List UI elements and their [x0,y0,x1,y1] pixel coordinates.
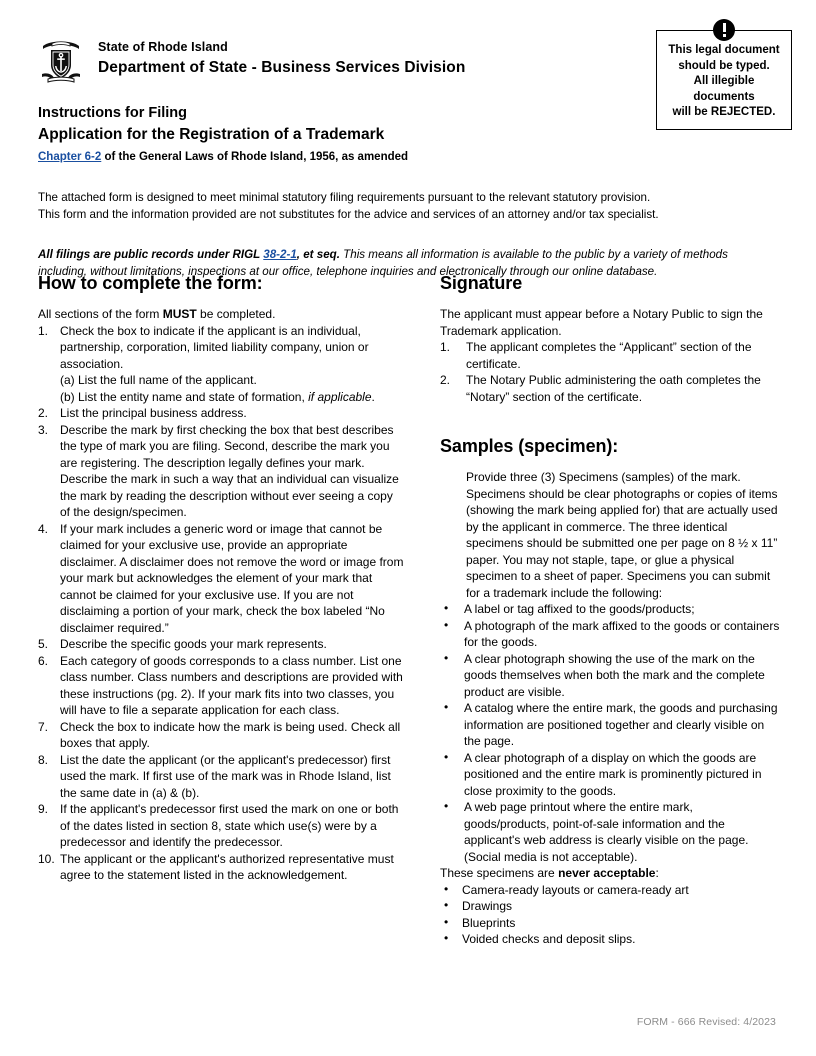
item-text: A web page printout where the entire mark, goods/products, point-of-sale information and the applicant's web address is clearly visible on the page. (Social media is not acceptable). [464,800,749,864]
public-records-rest: This means all information is available to the public by a variety of methods including, without limitations, inspections at our office, telephone inquiries and electronically through our online database. [38,248,728,278]
how-to-lead-b: be completed. [196,307,276,321]
item-text: A catalog where the entire mark, the goods and purchasing information are positioned together and clearly visible on the page. [464,701,778,748]
signature-samples-column [440,272,780,948]
list-item [440,799,780,865]
chapter-6-2-link[interactable]: Chapter 6-2 [38,151,102,163]
intro-section [38,190,780,280]
item-number: 4. [38,521,49,536]
intro-line-2: This form and the information provided are not substitutes for the advice and services of an attorney and/or tax specialist. [38,207,659,221]
intro-line-1: The attached form is designed to meet minimal statutory filing requirements pursuant to the relevant statutory provision. [38,191,651,204]
item-text: Camera-ready layouts or camera-ready art [462,882,689,897]
item-sub-b-italic: if applicable [308,389,372,404]
item-text: Describe the mark by first checking the box that best describes the type of mark you are filing. Second, describe the mark you are registering. The description legally defines your mark. Describe the mark in such a way that an individual can visualize the mark by reading the description without ever seeing a copy of the design/specimen. [60,422,399,519]
item-number: 8. [38,752,49,767]
bullet-icon: • [444,914,449,929]
warning-line-2: should be typed. [678,59,770,72]
list-item [38,851,404,884]
item-text: If the applicant's predecessor first used the mark on one or both of the dates listed in section 8, state which use(s) were by a predecessor and identify the predecessor. [60,802,399,849]
signature-list [440,339,780,405]
list-item [38,801,404,851]
item-sub-b-pre: (b) List the entity name and state of formation, [60,389,309,404]
list-item [440,931,780,948]
agency-row [38,36,638,87]
item-text: Describe the specific goods your mark represents. [60,637,327,651]
how-to-heading: How to complete the form: [38,273,263,293]
bullet-icon: • [444,749,449,764]
chapter-citation-rest: of the General Laws of Rhode Island, 1956, as amended [101,151,409,163]
chapter-citation [38,149,638,165]
list-item [440,339,780,372]
item-number: 1. [38,323,49,338]
list-item [440,882,780,899]
list-item [440,915,780,932]
form-footer: FORM - 666 Revised: 4/2023 [636,1016,776,1028]
item-text: Drawings [462,899,513,913]
warning-line-3: All illegible [693,75,755,87]
bullet-icon: • [444,931,449,945]
state-name: State of Rhode Island [98,40,228,54]
signature-heading: Signature [440,273,523,293]
item-number: 5. [38,637,49,651]
item-text: A label or tag affixed to the goods/products; [464,602,695,616]
item-text: Check the box to indicate if the applicant is an individual, partnership, corporation, limited liability company, union or association. [60,323,369,371]
item-number: 9. [38,802,49,816]
bullet-icon: • [444,650,449,665]
never-acceptable-block [440,865,780,948]
rhode-island-state-seal-icon [38,37,84,87]
item-number: 2. [38,406,49,420]
warning-line-5: will be REJECTED. [672,106,776,118]
item-number: 6. [38,653,49,668]
item-text: Check the box to indicate how the mark is being used. Check all boxes that apply. [60,719,401,750]
document-title-block [38,103,638,165]
list-item [440,618,780,651]
bullet-icon: • [444,700,449,714]
list-item [38,405,404,422]
never-acceptable-label [440,865,780,882]
item-text: A clear photograph showing the use of the mark on the goods themselves when both the mark and the complete product are visible. [464,651,765,699]
list-item [440,372,780,405]
item-text: Each category of goods corresponds to a class number. List one class number. Class numbers and descriptions are provided with these instructions (pg. 2). If your mark fits into two classes, you will have to file a separate application for each class. [60,653,403,717]
legal-document-warning [656,30,792,130]
item-text: If your mark includes a generic word or image that cannot be claimed for your exclusive use, provide an appropriate disclaimer. A disclaimer does not remove the word or image from your mark but acknowledges the element of your mark that cannot be claimed for your exclusive use. If you are not disclaiming a portion of your mark, check the box labeled “No disclaimer required.” [60,521,404,635]
never-acceptable-list [440,882,780,948]
list-item [440,700,780,750]
item-text: A photograph of the mark affixed to the goods or containers for the goods. [464,618,780,649]
bullet-icon: • [444,601,449,615]
warning-box [656,30,792,130]
instructions-title: Instructions for Filing [38,105,188,121]
never-post: : [655,866,659,880]
exclamation-circle-icon [713,19,735,41]
how-to-lead-must: MUST [162,307,197,321]
item-text: A clear photograph of a display on which the goods are positioned and the entire mark is prominently pictured in close proximity to the goods. [464,750,762,798]
list-item [38,521,404,637]
rigl-38-2-1-link[interactable]: 38-2-1 [263,248,297,261]
list-item [38,752,404,802]
item-sub-a: (a) List the full name of the applicant. [60,373,257,387]
samples-intro-text: Provide three (3) Specimens (samples) of the mark. Specimens should be clear photographs or copies of items (showing the mark being applied for) that are actually used by the applicant in commerce. The three identical specimens should be submitted one per page on 8 ½ x 11” paper. You may not staple, tape, or glue a physical specimen to a sheet of paper. Specimens you can submit for a trademark include the following: [466,470,778,600]
item-text: The applicant or the applicant's authorized representative must agree to the statement listed in the acknowledgement. [60,851,394,882]
list-item [38,422,404,521]
application-title: Application for the Registration of a Trademark [38,126,385,143]
list-item [38,653,404,719]
item-number: 1. [440,340,451,354]
bullet-icon: • [444,881,449,896]
never-bold: never acceptable [558,866,656,880]
how-to-list [38,323,404,884]
content-columns [38,272,780,948]
list-item [440,651,780,701]
item-text: List the date the applicant (or the applicant's predecessor) first used the mark. If first use of the mark was in Rhode Island, list the same date in (a) & (b). [60,752,391,800]
warning-line-1: This legal document [668,44,780,56]
list-item [440,750,780,800]
samples-body [466,469,780,601]
item-text: The Notary Public administering the oath completes the “Notary” section of the certificate. [466,373,761,404]
item-text: List the principal business address. [60,406,247,420]
public-records-bold-a: All filings are public records under RIGL [38,248,264,261]
item-text: Voided checks and deposit slips. [462,932,636,946]
how-to-column [38,272,404,948]
agency-names [98,36,465,78]
bullet-icon: • [444,898,449,912]
item-number: 3. [38,422,49,437]
item-number: 10. [38,851,55,866]
item-sub-b [60,389,404,406]
item-number: 7. [38,719,49,734]
item-text: Blueprints [462,915,516,930]
item-text: The applicant completes the “Applicant” section of the certificate. [466,340,752,371]
item-sub-b-post: . [371,389,375,404]
list-item [38,323,404,406]
never-pre: These specimens are [440,866,559,880]
list-item [38,636,404,653]
document-header [38,36,638,165]
list-item [440,898,780,915]
bullet-icon: • [444,799,449,813]
bullet-icon: • [444,617,449,632]
samples-heading: Samples (specimen): [440,436,619,456]
list-item [38,719,404,752]
item-number: 2. [440,373,451,387]
how-to-lead-a: All sections of the form [38,307,163,321]
signature-lead: The applicant must appear before a Notary Public to sign the Trademark application. [440,307,763,338]
warning-line-4: documents [693,90,755,103]
list-item [440,601,780,618]
acceptable-specimens-list [440,601,780,865]
public-records-bold-b: , et seq. [296,248,340,261]
how-to-lead [38,306,404,323]
department-name: Department of State - Business Services Division [98,59,466,76]
